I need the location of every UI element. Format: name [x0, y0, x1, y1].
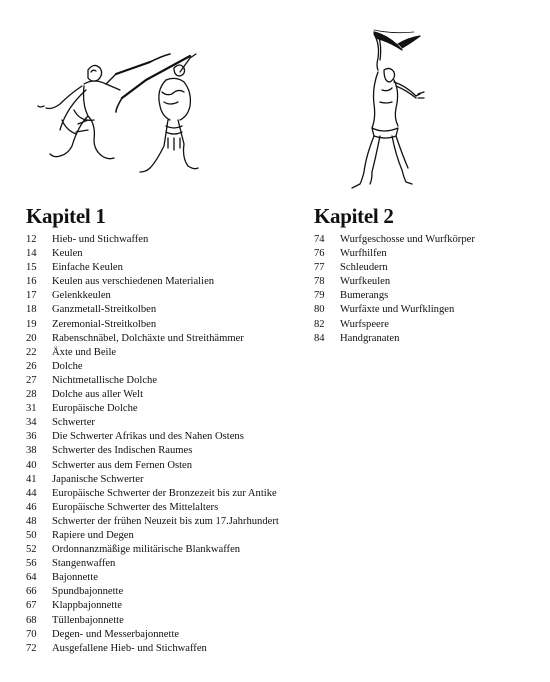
toc-page-number: 64 — [26, 572, 37, 584]
toc-page-number: 26 — [26, 360, 37, 372]
toc-page-number: 50 — [26, 529, 37, 541]
toc-page-number: 70 — [26, 628, 37, 640]
toc-entry[interactable] — [26, 473, 306, 487]
toc-entry-title: Degen- und Messerbajonnette — [52, 628, 180, 640]
toc-entry[interactable] — [26, 557, 306, 571]
toc-entry[interactable] — [26, 318, 306, 332]
toc-entry[interactable] — [314, 332, 539, 346]
toc-entry-title: Schwerter des Indischen Raumes — [52, 445, 193, 457]
toc-entry[interactable] — [314, 275, 539, 289]
toc-page-number: 52 — [26, 544, 37, 556]
toc-entry-title: Wurfkeulen — [340, 276, 391, 288]
toc-page-number: 38 — [26, 445, 37, 457]
chapter-1-section — [26, 205, 306, 656]
chapter-title: Kapitel 2 — [314, 204, 394, 228]
toc-entry[interactable] — [26, 360, 306, 374]
toc-entry[interactable] — [26, 599, 306, 613]
boomerang-thrower-illustration — [318, 24, 433, 194]
toc-page-number: 27 — [26, 374, 37, 386]
toc-entry-title: Wurfäxte und Wurfklingen — [340, 304, 455, 316]
toc-entry[interactable] — [314, 303, 539, 317]
toc-entry[interactable] — [26, 571, 306, 585]
chapter-title: Kapitel 1 — [26, 204, 106, 228]
toc-entry[interactable] — [26, 430, 306, 444]
toc-entry[interactable] — [26, 303, 306, 317]
toc-page-number: 74 — [314, 234, 325, 245]
toc-entry[interactable] — [26, 529, 306, 543]
toc-entry-title: Bumerangs — [340, 290, 389, 302]
toc-entry[interactable] — [26, 247, 306, 261]
toc-page-number: 76 — [314, 248, 325, 260]
toc-entry[interactable] — [26, 614, 306, 628]
toc-entry[interactable] — [314, 261, 539, 275]
toc-page-number: 67 — [26, 600, 37, 612]
toc-entry[interactable] — [314, 247, 539, 261]
toc-entry[interactable] — [26, 388, 306, 402]
toc-entry[interactable] — [314, 318, 539, 332]
toc-entry-title: Handgranaten — [340, 332, 400, 344]
toc-entry-title: Ordonnanzmäßige militärische Blankwaffen — [52, 544, 241, 556]
toc-entry-title: Rapiere und Degen — [52, 529, 134, 541]
toc-entry-title: Zeremonial-Streitkolben — [52, 318, 157, 330]
toc-entry[interactable] — [26, 501, 306, 515]
toc-page-number: 78 — [314, 276, 325, 288]
toc-entry[interactable] — [26, 487, 306, 501]
toc-page-number: 14 — [26, 248, 37, 260]
toc-page-number: 34 — [26, 417, 37, 429]
toc-page-number: 15 — [26, 262, 37, 274]
toc-entry[interactable] — [26, 289, 306, 303]
toc-page-number: 20 — [26, 332, 37, 344]
toc-page-number: 41 — [26, 473, 37, 485]
toc-entry[interactable] — [26, 444, 306, 458]
toc-entry-title: Nichtmetallische Dolche — [52, 374, 158, 386]
toc-entry-title: Gelenkkeulen — [52, 290, 111, 302]
toc-page-number: 79 — [314, 290, 325, 302]
toc-entry-title: Europäische Schwerter des Mittelalters — [52, 501, 219, 513]
toc-entry[interactable] — [26, 402, 306, 416]
toc-entry-title: Schwerter — [52, 417, 95, 429]
toc-entry-title: Wurfspeere — [340, 318, 389, 330]
chapter-2-section — [314, 205, 539, 346]
toc-entry[interactable] — [26, 459, 306, 473]
toc-entry-title: Rabenschnäbel, Dolchäxte und Streithämmer — [52, 332, 244, 344]
toc-entry-title: Klappbajonnette — [52, 600, 123, 612]
toc-entry[interactable] — [26, 332, 306, 346]
toc-entry[interactable] — [314, 233, 539, 247]
toc-entry-title: Japanische Schwerter — [52, 473, 144, 485]
toc-page-number: 66 — [26, 586, 37, 598]
chapter-1-toc — [26, 233, 306, 656]
toc-entry-title: Die Schwerter Afrikas und des Nahen Ostens — [52, 431, 244, 443]
toc-page-number: 84 — [314, 332, 325, 344]
toc-entry[interactable] — [26, 346, 306, 360]
toc-entry-title: Äxte und Beile — [52, 346, 117, 358]
toc-entry-title: Wurfhilfen — [340, 248, 387, 260]
toc-entry-title: Tüllenbajonnette — [52, 614, 124, 626]
toc-entry[interactable] — [26, 233, 306, 247]
toc-entry[interactable] — [314, 289, 539, 303]
toc-entry[interactable] — [26, 628, 306, 642]
toc-entry-title: Schwerter aus dem Fernen Osten — [52, 459, 193, 471]
toc-entry-title: Ganzmetall-Streitkolben — [52, 304, 157, 316]
toc-entry-title: Dolche — [52, 360, 83, 372]
toc-entry-title: Hieb- und Stichwaffen — [52, 234, 149, 245]
toc-page-number: 19 — [26, 318, 37, 330]
toc-page-number: 48 — [26, 515, 37, 527]
toc-entry[interactable] — [26, 261, 306, 275]
toc-entry[interactable] — [26, 585, 306, 599]
toc-page-number: 77 — [314, 262, 325, 274]
toc-entry-title: Europäische Schwerter der Bronzezeit bis zur Antike — [52, 487, 277, 499]
toc-entry[interactable] — [26, 416, 306, 430]
toc-entry-title: Wurfgeschosse und Wurfkörper — [340, 234, 475, 245]
toc-entry-title: Keulen — [52, 248, 83, 260]
toc-entry-title: Stangenwaffen — [52, 558, 116, 570]
toc-page-number: 80 — [314, 304, 325, 316]
toc-entry[interactable] — [26, 515, 306, 529]
toc-entry[interactable] — [26, 275, 306, 289]
toc-entry-title: Einfache Keulen — [52, 262, 123, 274]
toc-entry-title: Ausgefallene Hieb- und Stichwaffen — [52, 642, 207, 654]
toc-page-number: 46 — [26, 501, 37, 513]
toc-page-number: 68 — [26, 614, 37, 626]
toc-page-number: 12 — [26, 234, 37, 245]
toc-page-number: 17 — [26, 290, 37, 302]
toc-entry-title: Schwerter der frühen Neuzeit bis zum 17.Jahrhundert — [52, 515, 279, 527]
toc-page-number: 40 — [26, 459, 37, 471]
toc-page-number: 82 — [314, 318, 325, 330]
toc-entry[interactable] — [26, 374, 306, 388]
toc-page-number: 31 — [26, 403, 37, 415]
chapter-2-toc — [314, 233, 539, 346]
toc-entry-title: Bajonnette — [52, 572, 98, 584]
toc-entry-title: Schleudern — [340, 262, 388, 274]
swordsmen-illustration — [26, 40, 241, 190]
toc-page-number: 16 — [26, 276, 37, 288]
toc-entry[interactable] — [26, 642, 306, 656]
toc-page-number: 44 — [26, 487, 37, 499]
toc-entry-title: Spundbajonnette — [52, 586, 124, 598]
toc-entry-title: Dolche aus aller Welt — [52, 389, 144, 401]
toc-page-number: 56 — [26, 558, 37, 570]
toc-page-number: 18 — [26, 304, 37, 316]
toc-page-number: 22 — [26, 346, 37, 358]
toc-page-number: 36 — [26, 431, 37, 443]
toc-entry-title: Keulen aus verschiedenen Materialien — [52, 276, 215, 288]
toc-page-number: 72 — [26, 642, 37, 654]
toc-entry[interactable] — [26, 543, 306, 557]
toc-page-number: 28 — [26, 389, 37, 401]
toc-entry-title: Europäische Dolche — [52, 403, 138, 415]
